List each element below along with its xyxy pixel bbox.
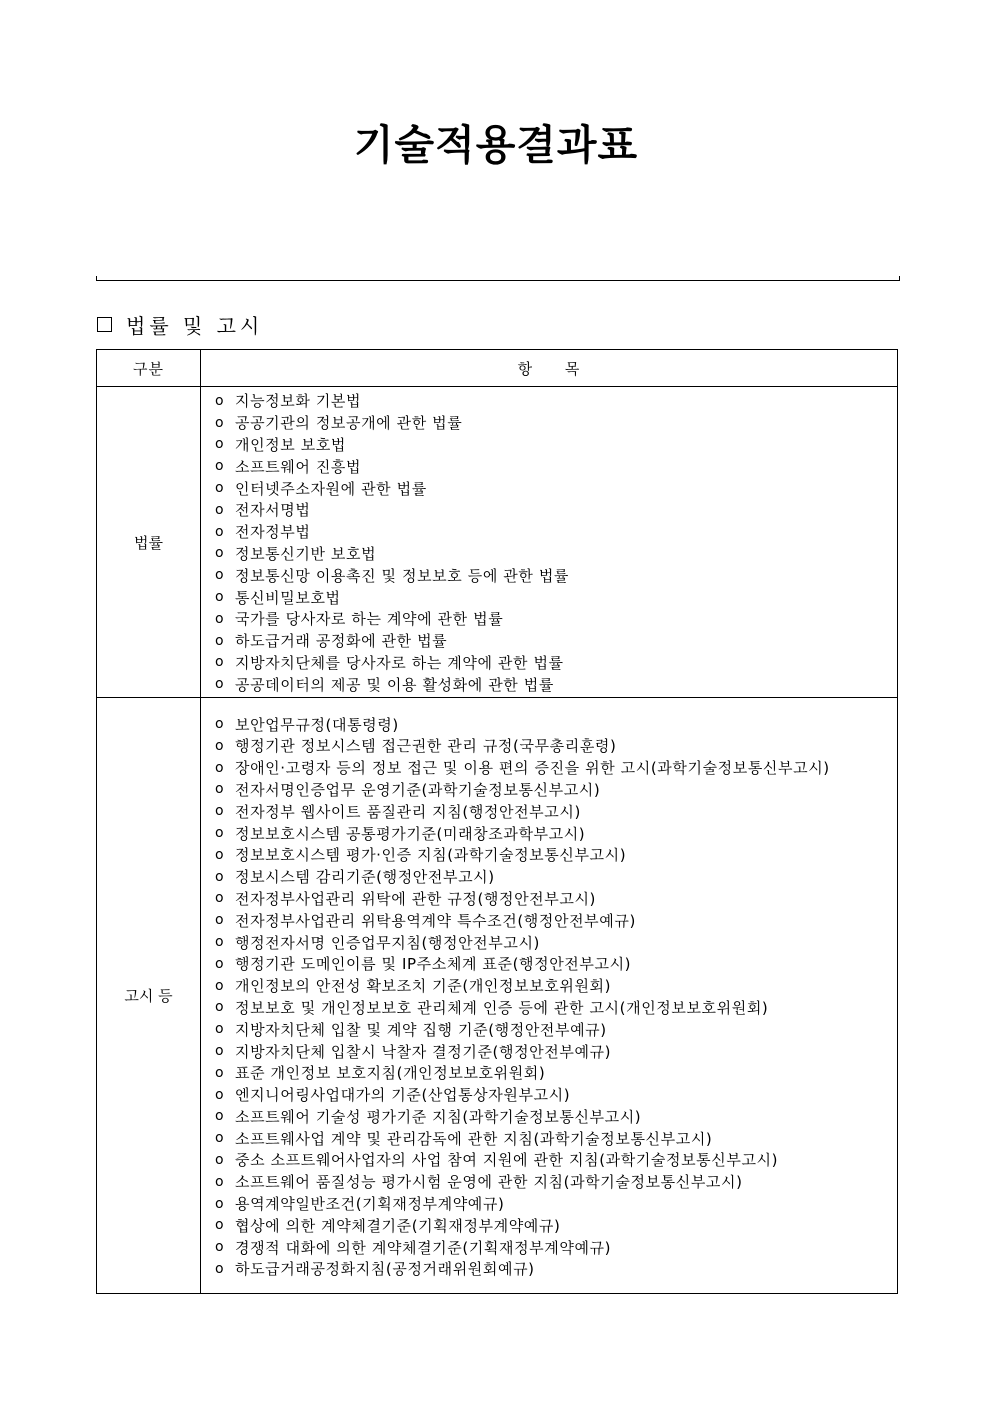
item-text: 전자정부사업관리 위탁용역계약 특수조건(행정안전부예규) [235,911,636,930]
bullet-icon: o [215,1064,224,1081]
item-text: 국가를 당사자로 하는 계약에 관한 법률 [235,610,504,629]
list-item [215,652,897,674]
list-item [215,1214,897,1236]
bullet-icon: o [215,654,224,671]
list-item [215,713,897,735]
list-item [215,455,897,477]
list-item [215,630,897,652]
bullet-icon: o [215,1239,224,1256]
bullet-icon: o [215,1043,224,1059]
bullet-icon: o [215,934,224,951]
list-item [215,412,897,434]
list-item [215,477,897,499]
bullet-icon: o [215,737,224,754]
item-text: 소프트웨어 기술성 평가기준 지침(과학기술정보통신부고시) [235,1107,642,1126]
section-label: 법률 및 고시 [126,314,264,338]
bullet-icon: o [215,1151,224,1168]
header-rule-right-tick [899,276,900,281]
item-text: 행정기관 도메인이름 및 IP주소체계 표준(행정안전부고시) [235,955,632,974]
header-rule [96,280,900,281]
item-text: 장애인·고령자 등의 정보 접근 및 이용 편의 증진을 위한 고시(과학기술정보통신부고시) [235,759,830,778]
list-item [215,1171,897,1193]
item-text: 지방자치단체 입찰 및 계약 집행 기준(행정안전부예규) [235,1020,607,1039]
list-item [215,586,897,608]
bullet-icon: o [215,868,224,885]
list-item [215,822,897,844]
list-item [215,931,897,953]
bullet-icon: o [215,825,224,842]
bullet-icon: o [215,414,224,431]
item-text: 하도급거래 공정화에 관한 법률 [235,632,448,651]
item-text: 정보통신망 이용촉진 및 정보보호 등에 관한 법률 [235,566,570,585]
item-text: 보안업무규정(대통령령) [235,715,399,734]
list-item [215,1040,897,1062]
bullet-icon: o [215,846,224,863]
table-header-row [97,350,898,387]
item-text: 정보보호시스템 평가·인증 지침(과학기술정보통신부고시) [235,846,627,865]
list-item [215,779,897,801]
list-item [215,608,897,630]
list-item [215,1258,897,1280]
table-row [97,387,898,698]
list-item [215,975,897,997]
bullet-icon: o [215,610,224,627]
category-cell: 법률 [97,387,201,698]
list-item [215,1193,897,1215]
item-text: 행정전자서명 인증업무지침(행정안전부고시) [235,933,540,952]
list-item [215,434,897,456]
bullet-icon: o [215,1217,224,1234]
category-cell: 고시 등 [97,698,201,1294]
list-item [215,1236,897,1258]
bullet-icon: o [215,999,224,1016]
item-text: 지방자치단체를 당사자로 하는 계약에 관한 법률 [235,653,564,672]
bullet-icon: o [215,1130,224,1147]
item-text: 전자서명인증업무 운영기준(과학기술정보통신부고시) [235,780,601,799]
item-text: 개인정보 보호법 [235,435,346,454]
bullet-icon: o [215,803,224,820]
header-category: 구분 [97,350,201,387]
item-text: 지방자치단체 입찰시 낙찰자 결정기준(행정안전부예규) [235,1042,612,1061]
item-text: 전자정부 웹사이트 품질관리 지침(행정안전부고시) [235,802,581,821]
item-text: 정보시스템 감리기준(행정안전부고시) [235,868,495,887]
list-item [215,390,897,412]
list-item [215,564,897,586]
bullet-icon: o [215,458,224,475]
bullet-icon: o [215,912,224,929]
list-item [215,1127,897,1149]
list-item [215,909,897,931]
bullet-icon: o [215,759,224,776]
bullet-icon: o [215,1260,224,1277]
item-list [201,387,897,697]
item-text: 전자정부사업관리 위탁에 관한 규정(행정안전부고시) [235,889,596,908]
checkbox-icon [97,317,112,332]
section-heading [97,310,263,339]
item-text: 엔지니어링사업대가의 기준(산업통상자원부고시) [235,1086,571,1105]
bullet-icon: o [215,567,224,584]
list-item [215,888,897,910]
list-item [215,800,897,822]
item-text: 협상에 의한 계약체결기준(기획재정부계약예규) [235,1216,561,1235]
bullet-icon: o [215,716,224,733]
bullet-icon: o [215,977,224,994]
item-text: 표준 개인정보 보호지침(개인정보보호위원회) [235,1064,546,1083]
table-row [97,698,898,1294]
header-items: 항 목 [201,350,898,387]
item-text: 행정기관 정보시스템 접근권한 관리 규정(국무총리훈령) [235,737,617,756]
list-item [215,521,897,543]
bullet-icon: o [215,676,224,693]
item-text: 용역계약일반조건(기획재정부계약예규) [235,1195,505,1214]
list-item [215,1149,897,1171]
item-text: 전자정부법 [235,523,311,542]
item-text: 통신비밀보호법 [235,588,341,607]
list-item [215,844,897,866]
bullet-icon: o [215,890,224,907]
list-item [215,997,897,1019]
table-body [97,387,898,1294]
list-item [215,543,897,565]
item-text: 하도급거래공정화지침(공정거래위원회예규) [235,1260,535,1279]
list-item [215,673,897,695]
item-text: 정보통신기반 보호법 [235,544,377,563]
header-rule-left-tick [96,276,97,281]
item-text: 소프트웨어 품질성능 평가시험 운영에 관한 지침(과학기술정보통신부고시) [235,1173,743,1192]
bullet-icon: o [215,1195,224,1212]
list-item [215,735,897,757]
document-title: 기술적용결과표 [353,121,639,169]
items-cell [201,387,898,698]
bullet-icon: o [215,523,224,540]
list-item [215,1106,897,1128]
list-item [215,866,897,888]
bullet-icon: o [215,589,224,606]
item-text: 중소 소프트웨어사업자의 사업 참여 지원에 관한 지침(과학기술정보통신부고시) [235,1151,779,1170]
regulations-table [96,349,898,1294]
items-cell [201,698,898,1294]
bullet-icon: o [215,501,224,518]
item-text: 소프트웨사업 계약 및 관리감독에 관한 지침(과학기술정보통신부고시) [235,1129,713,1148]
item-text: 개인정보의 안전성 확보조치 기준(개인정보보호위원회) [235,977,612,996]
item-text: 소프트웨어 진흥법 [235,457,362,476]
list-item [215,953,897,975]
bullet-icon: o [215,545,224,562]
item-text: 공공데이터의 제공 및 이용 활성화에 관한 법률 [235,675,554,694]
item-list [201,698,897,1293]
bullet-icon: o [215,955,224,972]
list-item [215,499,897,521]
bullet-icon: o [215,1173,224,1190]
item-text: 전자서명법 [235,501,311,520]
item-text: 경쟁적 대화에 의한 계약체결기준(기획재정부계약예규) [235,1238,612,1257]
bullet-icon: o [215,392,224,409]
item-text: 지능정보화 기본법 [235,392,362,411]
list-item [215,1018,897,1040]
item-text: 정보보호 및 개인정보보호 관리체계 인증 등에 관한 고시(개인정보보호위원회) [235,998,769,1017]
bullet-icon: o [215,781,224,798]
bullet-icon: o [215,1086,224,1103]
bullet-icon: o [215,1021,224,1038]
list-item [215,757,897,779]
bullet-icon: o [215,436,224,453]
item-text: 인터넷주소자원에 관한 법률 [235,479,427,498]
bullet-icon: o [215,1108,224,1125]
item-text: 공공기관의 정보공개에 관한 법률 [235,414,463,433]
bullet-icon: o [215,632,224,649]
list-item [215,1062,897,1084]
bullet-icon: o [215,480,224,497]
item-text: 정보보호시스템 공통평가기준(미래창조과학부고시) [235,824,586,843]
list-item [215,1084,897,1106]
